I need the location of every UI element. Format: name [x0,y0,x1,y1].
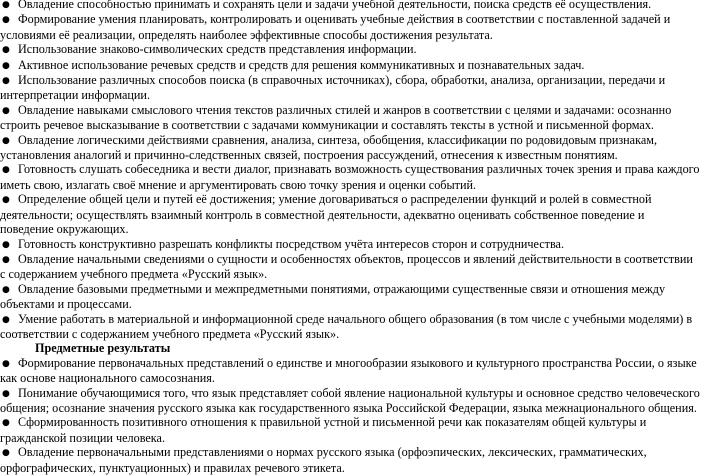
list-item [0,133,700,163]
list-item-text: Овладение первоначальными представлениями о нормах русского языка (орфоэпических, лексических, грамматических, орфографических, пунктуационных) и правилах речевого этикета. [0,445,647,475]
bullet-icon: ● [2,448,10,459]
list-item-text: Умение работать в материальной и информационной среде начального общего образования (в том числе с учебными моделями) в соответствии с содержанием учебного предмета «Русский язык». [0,311,693,341]
list-item-text: Понимание обучающимися того, что язык представляет собой явление национальной культуры и основное средство человеческого общения; осознание значения русского языка как государственного языка Российской Федерации, языка межнационального общения. [0,385,700,415]
list-item [0,162,700,192]
list-item [0,103,700,133]
bullet-icon: ● [2,76,10,87]
bullet-icon: ● [2,45,10,56]
list-item [0,252,700,282]
list-item [0,312,700,342]
subject-results-list [0,356,700,475]
bullet-icon: ● [2,195,10,206]
bullet-icon: ● [2,105,10,116]
list-item [0,73,700,103]
bullet-icon: ● [2,418,10,429]
list-item-text: Использование знаково-символических средств представления информации. [18,42,417,57]
list-item [0,58,700,73]
list-item-text: Овладение способностью принимать и сохранять цели и задачи учебной деятельности, поиска средств её осуществления. [18,0,652,11]
list-item [0,42,700,57]
bullet-icon: ● [2,135,10,146]
list-item-text: Использование различных способов поиска (в справочных источниках), сбора, обработки, анализа, организации, передачи и интерпретации информации. [0,73,666,103]
bullet-icon: ● [2,239,10,250]
bullet-icon: ● [2,284,10,295]
list-item-text: Сформированность позитивного отношения к правильной устной и письменной речи как показателям общей культуры и гражданской позиции человека. [0,415,647,445]
bullet-icon: ● [2,60,10,71]
bullet-icon: ● [2,15,10,26]
list-item-text: Овладение базовыми предметными и межпредметными понятиями, отражающими существенные связи и отношения между объектами и процессами. [0,281,666,312]
bullet-icon: ● [2,0,10,10]
subject-results-heading: Предметные результаты [35,341,171,356]
list-item [0,192,700,236]
list-item-text: Формирование умения планировать, контролировать и оценивать учебные действия в соответствии с поставленной задачей и условиями её реализации, определять наиболее эффективные способы достижения результата. [0,12,671,42]
list-item [0,282,700,312]
list-item-text: Определение общей цели и путей её достижения; умение договариваться о распределении функций и ролей в совместной деятельности; осуществлять взаимный контроль в совместной деятельности, адекватно оценивать собственное поведение и поведение окружающих. [0,192,652,237]
list-item-text: Овладение начальными сведениями о сущности и особенностях объектов, процессов и явлений действительности в соответствии с содержанием учебного предмета «Русский язык». [0,251,693,282]
list-item-text: Готовность конструктивно разрешать конфликты посредством учёта интересов сторон и сотрудничества. [18,236,564,251]
list-item-text: Активное использование речевых средств и средств для решения коммуникативных и познавательных задач. [18,57,585,72]
list-item [0,356,700,386]
list-item [0,12,700,42]
bullet-icon: ● [2,165,10,176]
list-item [0,237,700,252]
list-item-text: Готовность слушать собеседника и вести диалог, признавать возможность существования различных точек зрения и права каждого иметь свою, излагать своё мнение и аргументировать свою точку зрения и оценки событий. [0,162,700,192]
list-item [0,445,700,475]
bullet-icon: ● [2,358,10,369]
bullet-icon: ● [2,254,10,265]
list-item [0,386,700,416]
list-item [0,415,700,445]
bullet-icon: ● [2,314,10,325]
list-item [0,0,700,12]
bullet-icon: ● [2,388,10,399]
list-item-text: Овладение навыками смыслового чтения текстов различных стилей и жанров в соответствии с целями и задачами: осознанно строить речевое высказывание в соответствии с задачами коммуникации и составлять тексты в устной и письменной формах. [0,102,672,133]
list-item-text: Овладение логическими действиями сравнения, анализа, синтеза, обобщения, классификации по родовидовым признакам, установления аналогий и причинно-следственных связей, построения рассуждений, отнесения к известным понятиям. [0,132,657,163]
list-item-text: Формирование первоначальных представлений о единстве и многообразии языкового и культурного пространства России, о языке как основе национального самосознания. [0,355,697,386]
